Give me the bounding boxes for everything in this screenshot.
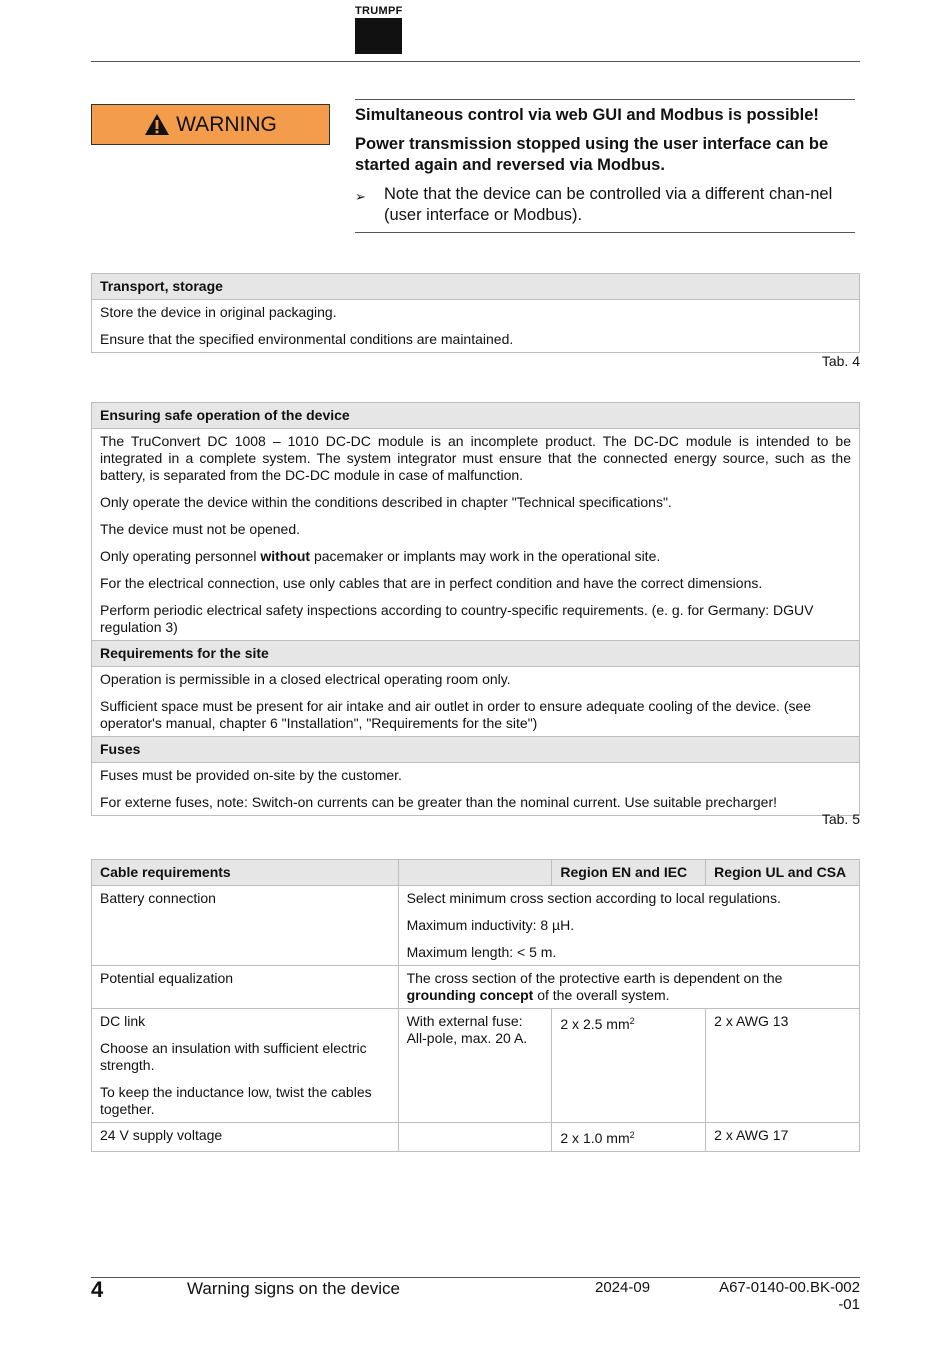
table-cell: 24 V supply voltage bbox=[92, 1123, 399, 1152]
table-header: Transport, storage bbox=[92, 274, 860, 300]
table-line: The device must not be opened. bbox=[100, 521, 301, 537]
table-line: Maximum length: < 5 m. bbox=[406, 944, 557, 960]
table-cell: The cross section of the protective earth is dependent on the grounding concept of the overall system. bbox=[398, 966, 859, 1009]
table-cell bbox=[92, 667, 860, 737]
table-header: Cable requirements bbox=[92, 860, 399, 886]
logo-text: TRUMPF bbox=[355, 5, 403, 17]
table-cell bbox=[92, 1009, 399, 1123]
table-cell bbox=[398, 1123, 552, 1152]
table-row bbox=[92, 1009, 860, 1123]
table-header: Requirements for the site bbox=[92, 641, 860, 667]
table-line: Store the device in original packaging. bbox=[100, 304, 337, 320]
table-cell bbox=[92, 300, 860, 353]
table-line: To keep the inductance low, twist the cables together. bbox=[100, 1084, 372, 1117]
table-header: Region EN and IEC bbox=[552, 860, 706, 886]
safe-operation-table bbox=[91, 402, 860, 816]
table-line: Sufficient space must be present for air intake and air outlet in order to ensure adequate cooling of the device. (see operator's manual, chapter 6 "Installation", "Requirements for the site") bbox=[100, 698, 812, 731]
table-row bbox=[92, 1123, 860, 1152]
table-cell: 2 x 2.5 $mm^2$ bbox=[552, 1009, 706, 1123]
table-cell bbox=[398, 886, 859, 966]
table-cell: Potential equalization bbox=[92, 966, 399, 1009]
table-line: For externe fuses, note: Switch-on currents can be greater than the nominal current. Use suitable precharger! bbox=[100, 794, 778, 810]
table-row bbox=[92, 886, 860, 966]
table-cell: 2 x AWG 13 bbox=[706, 1009, 860, 1123]
table-line: Choose an insulation with sufficient electric strength. bbox=[100, 1040, 367, 1073]
footer-divider bbox=[91, 1277, 860, 1278]
table-line: The TruConvert DC 1008 – 1010 DC-DC module is an incomplete product. The DC-DC module is intended to be integrated in a complete system. The system integrator must ensure that the connected energy source, such as the battery, is separated from the DC-DC module in case of malfunction. bbox=[100, 433, 851, 483]
warning-triangle-icon bbox=[144, 113, 170, 136]
warning-statement: Power transmission stopped using the user interface can be started again and reversed via Modbus. bbox=[355, 135, 829, 174]
warning-note-text: Note that the device can be controlled via a different chan-nel (user interface or Modbus). bbox=[384, 185, 833, 224]
table-cell: 2 x AWG 17 bbox=[706, 1123, 860, 1152]
warning-label-text: WARNING bbox=[176, 112, 277, 136]
table-line: Only operating personnel without pacemaker or implants may work in the operational site. bbox=[100, 548, 661, 564]
warning-note bbox=[355, 184, 855, 226]
warning-message bbox=[355, 99, 855, 233]
cable-requirements-table bbox=[91, 859, 860, 1152]
footer-date: 2024-09 bbox=[595, 1279, 651, 1296]
document-id bbox=[719, 1279, 860, 1313]
table-line: Maximum inductivity: 8 µH. bbox=[406, 917, 575, 933]
page-number: 4 bbox=[91, 1277, 104, 1302]
table-line: For the electrical connection, use only cables that are in perfect condition and have the correct dimensions. bbox=[100, 575, 763, 591]
table-header: Fuses bbox=[92, 737, 860, 763]
document-id-line: -01 bbox=[838, 1296, 860, 1313]
logo-block bbox=[355, 18, 402, 54]
table-line: Only operate the device within the conditions described in chapter "Technical specifications". bbox=[100, 494, 672, 510]
table-line: Operation is permissible in a closed electrical operating room only. bbox=[100, 671, 511, 687]
table-row bbox=[92, 966, 860, 1009]
table-line: Select minimum cross section according to local regulations. bbox=[406, 890, 781, 906]
table-cell bbox=[92, 429, 860, 641]
table-header: Ensuring safe operation of the device bbox=[92, 403, 860, 429]
table-cell: 2 x 1.0 $mm^2$ bbox=[552, 1123, 706, 1152]
warning-headline: Simultaneous control via web GUI and Modbus is possible! bbox=[355, 106, 819, 124]
transport-storage-table bbox=[91, 273, 860, 353]
table-cell: Battery connection bbox=[92, 886, 399, 966]
document-id-line: A67-0140-00.BK-002 bbox=[719, 1279, 860, 1296]
table-caption: Tab. 5 bbox=[821, 811, 860, 827]
table-header bbox=[398, 860, 552, 886]
table-line: DC link bbox=[100, 1013, 146, 1029]
trumpf-logo bbox=[355, 6, 402, 54]
arrow-bullet-icon: ➢ bbox=[355, 189, 366, 204]
table-line: Ensure that the specified environmental conditions are maintained. bbox=[100, 331, 514, 347]
table-line: Perform periodic electrical safety inspections according to country-specific requirements. (e. g. for Germany: DGUV regulation 3) bbox=[100, 602, 814, 635]
table-header: Region UL and CSA bbox=[706, 860, 860, 886]
chapter-title: Warning signs on the device bbox=[187, 1279, 400, 1298]
header-divider bbox=[91, 61, 860, 62]
warning-label bbox=[91, 104, 330, 145]
table-line: Fuses must be provided on-site by the customer. bbox=[100, 767, 402, 783]
table-caption: Tab. 4 bbox=[821, 353, 860, 369]
table-cell: With external fuse: All-pole, max. 20 A. bbox=[398, 1009, 552, 1123]
table-cell bbox=[92, 763, 860, 816]
